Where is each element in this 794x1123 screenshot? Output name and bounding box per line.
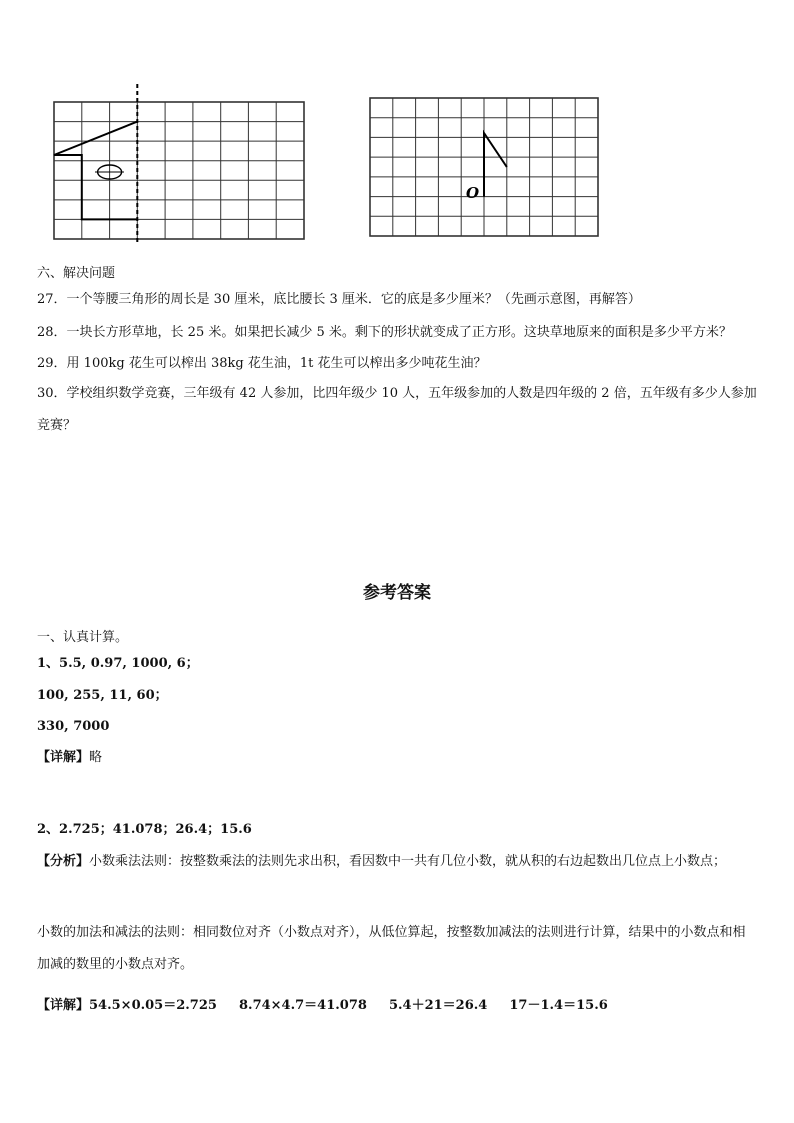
answer-1-line-2: 100, 255, 11, 60； [37, 688, 168, 703]
answers-title: 参考答案 [363, 583, 431, 603]
answer-2-line-1: 2、2.725；41.078；26.4；15.6 [37, 822, 252, 837]
question-29: 29．用 100kg 花生可以榨出 38kg 花生油，1t 花生可以榨出多少吨花生油？ [37, 356, 487, 371]
question-30: 30．学校组织数学竞赛，三年级有 42 人参加，比四年级少 10 人，五年级参加的人数是四年级的 2 倍，五年级有多少人参加竞赛？ [37, 386, 757, 433]
origin-label: O [466, 184, 480, 202]
answer-1-detail-text: 略 [89, 750, 103, 765]
section6-heading: 六、解决问题 [37, 266, 116, 281]
answer-2-detail-text: 54.5×0.05＝2.725 8.74×4.7＝41.078 5.4＋21＝26.4 17－1.4＝15.6 [89, 998, 608, 1013]
question-27: 27．一个等腰三角形的周长是 30 厘米，底比腰长 3 厘米．它的底是多少厘米？（先画示意图，再解答） [37, 292, 641, 307]
answer-2-analysis [37, 846, 757, 878]
answer-2-rule: 小数的加法和减法的法则：相同数位对齐（小数点对齐），从低位算起，按整数加减法的法则进行计算，结果中的小数点和相加减的数里的小数点对齐。 [37, 925, 746, 972]
left-grid-figure [50, 82, 310, 244]
answer-1-line-1: 1、5.5, 0.97, 1000, 6； [37, 656, 199, 671]
rotation-segment [484, 133, 507, 197]
detail-tag-2: 【详解】 [37, 998, 90, 1013]
answer-1-line-3: 330, 7000 [37, 719, 110, 734]
detail-tag: 【详解】 [37, 750, 90, 765]
answer-2-detail [37, 998, 608, 1014]
half-shape-outline [54, 122, 137, 220]
answer-1-detail [37, 750, 102, 766]
answer-2-analysis-text: 小数乘法法则：按整数乘法的法则先求出积，看因数中一共有几位小数，就从积的右边起数出几位点上小数点； [89, 854, 727, 869]
answers-section1-heading: 一、认真计算。 [37, 630, 129, 645]
right-grid-figure [366, 95, 602, 240]
analysis-tag: 【分析】 [37, 854, 90, 869]
question-28: 28．一块长方形草地，长 25 米。如果把长减少 5 米。剩下的形状就变成了正方形。这块草地原来的面积是多少平方米？ [37, 325, 732, 340]
